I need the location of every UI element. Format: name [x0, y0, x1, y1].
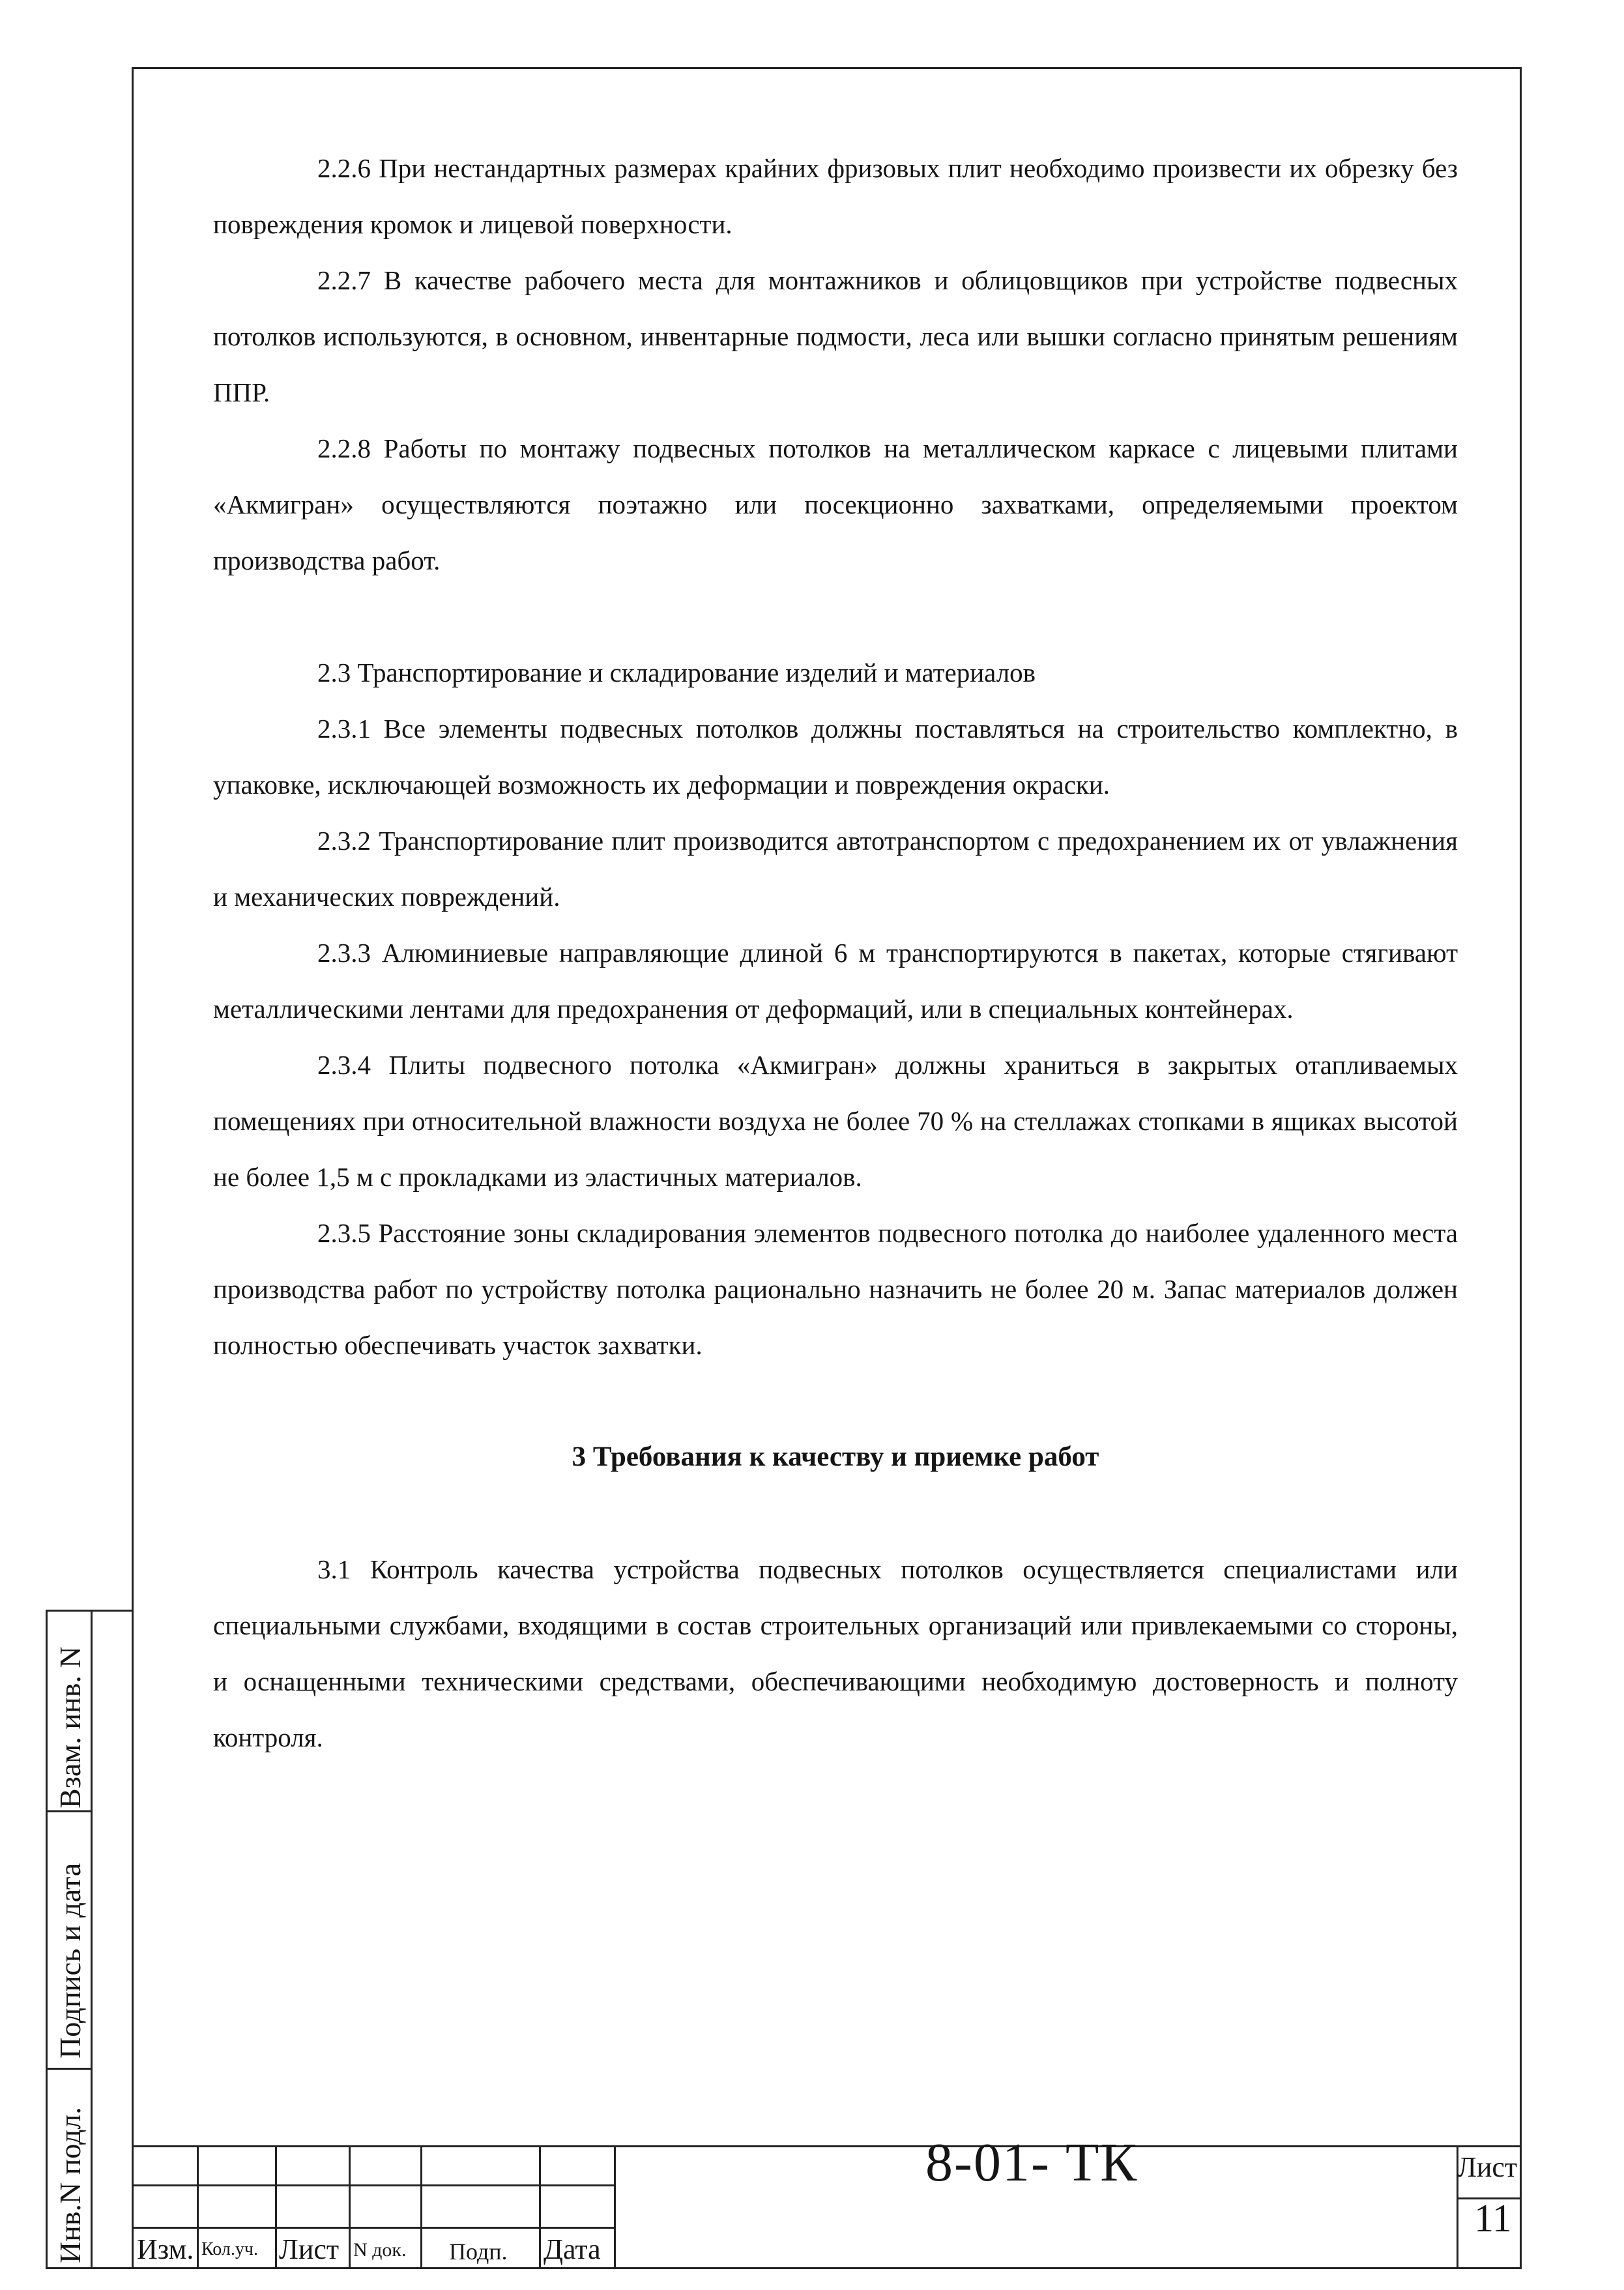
data-label: Дата [544, 2233, 601, 2265]
sheet-label: Лист [1457, 2151, 1518, 2183]
vzam-inv-label: Взам. инв. N [53, 1646, 87, 1808]
podpis-data-label: Подпись и дата [53, 1862, 87, 2059]
paragraph-2-3-4: 2.3.4 Плиты подвесного потолка «Акмигран» должны храниться в закрытых отапливаемых помещениях при относительной влажности воздуха не более 70 % на стеллажах стопками в ящиках высотой не более 1,5 м с прокладками из эластичных материалов. [213, 1050, 1458, 1192]
divider [48, 1810, 91, 1812]
paragraph-2-2-6: 2.2.6 При нестандартных размерах крайних фризовых плит необходимо произвести их обрезку без повреждения кромок и лицевой поверхности. [213, 153, 1458, 239]
divider [132, 2184, 614, 2186]
podp-label: Подп. [449, 2239, 508, 2265]
paragraph-2-3-2: 2.3.2 Транспортирование плит производится автотранспортом с предохранением их от увлажнения и механических повреждений. [213, 826, 1458, 912]
divider [132, 2145, 1522, 2147]
inv-podl-label: Инв.N подл. [53, 2107, 87, 2263]
side-stamp [46, 1610, 132, 2269]
divider [48, 2068, 91, 2070]
document-body [213, 140, 1458, 1765]
title-block [132, 2145, 1522, 2269]
divider [132, 2227, 614, 2229]
section-heading-3: 3 Требования к качеству и приемке работ [572, 1442, 1099, 1472]
sheet-number: 11 [1474, 2197, 1512, 2240]
paragraph-2-2-8: 2.2.8 Работы по монтажу подвесных потолков на металлическом каркасе с лицевыми плитами «Акмигран» осуществляются поэтажно или посекционно захватками, определяемыми проектом производства работ. [213, 433, 1458, 575]
divider [349, 2145, 351, 2269]
paragraph-3-1: 3.1 Контроль качества устройства подвесных потолков осуществляется специалистами или специальными службами, входящими в состав строительных организаций или привлекаемыми со стороны, и оснащенными техническими средствами, обеспечивающими необходимую достоверность и полноту контроля. [213, 1554, 1458, 1752]
document-code: 8-01- ТК [925, 2132, 1138, 2193]
n-dok-label: N док. [353, 2239, 407, 2261]
paragraph-2-3-3: 2.3.3 Алюминиевые направляющие длиной 6 м транспортируются в пакетах, которые стягивают металлическими лентами для предохранения от деформаций, или в специальных контейнерах. [213, 938, 1458, 1024]
kol-uch-label: Кол.уч. [201, 2239, 258, 2259]
paragraph-2-2-7: 2.2.7 В качестве рабочего места для монтажников и облицовщиков при устройстве подвесных потолков используются, в основном, инвентарные подмости, леса или вышки согласно принятым решениям ППР. [213, 265, 1458, 407]
divider [614, 2145, 616, 2269]
divider [197, 2145, 199, 2269]
subsection-heading-2-3: 2.3 Транспортирование и складирование изделий и материалов [317, 658, 1036, 688]
paragraph-2-3-5: 2.3.5 Расстояние зоны складирования элементов подвесного потолка до наиболее удаленного места производства работ по устройству потолка рационально назначить не более 20 м. Запас материалов должен полностью обеспечивать участок захватки. [213, 1218, 1458, 1360]
paragraph-2-3-1: 2.3.1 Все элементы подвесных потолков должны поставляться на строительство комплектно, в упаковке, исключающей возможность их деформации и повреждения окраски. [213, 714, 1458, 800]
izm-label: Изм. [137, 2233, 194, 2265]
divider [420, 2145, 422, 2269]
divider [275, 2145, 277, 2269]
list-label: Лист [279, 2233, 340, 2265]
divider [539, 2145, 541, 2269]
spacer [213, 588, 1458, 645]
